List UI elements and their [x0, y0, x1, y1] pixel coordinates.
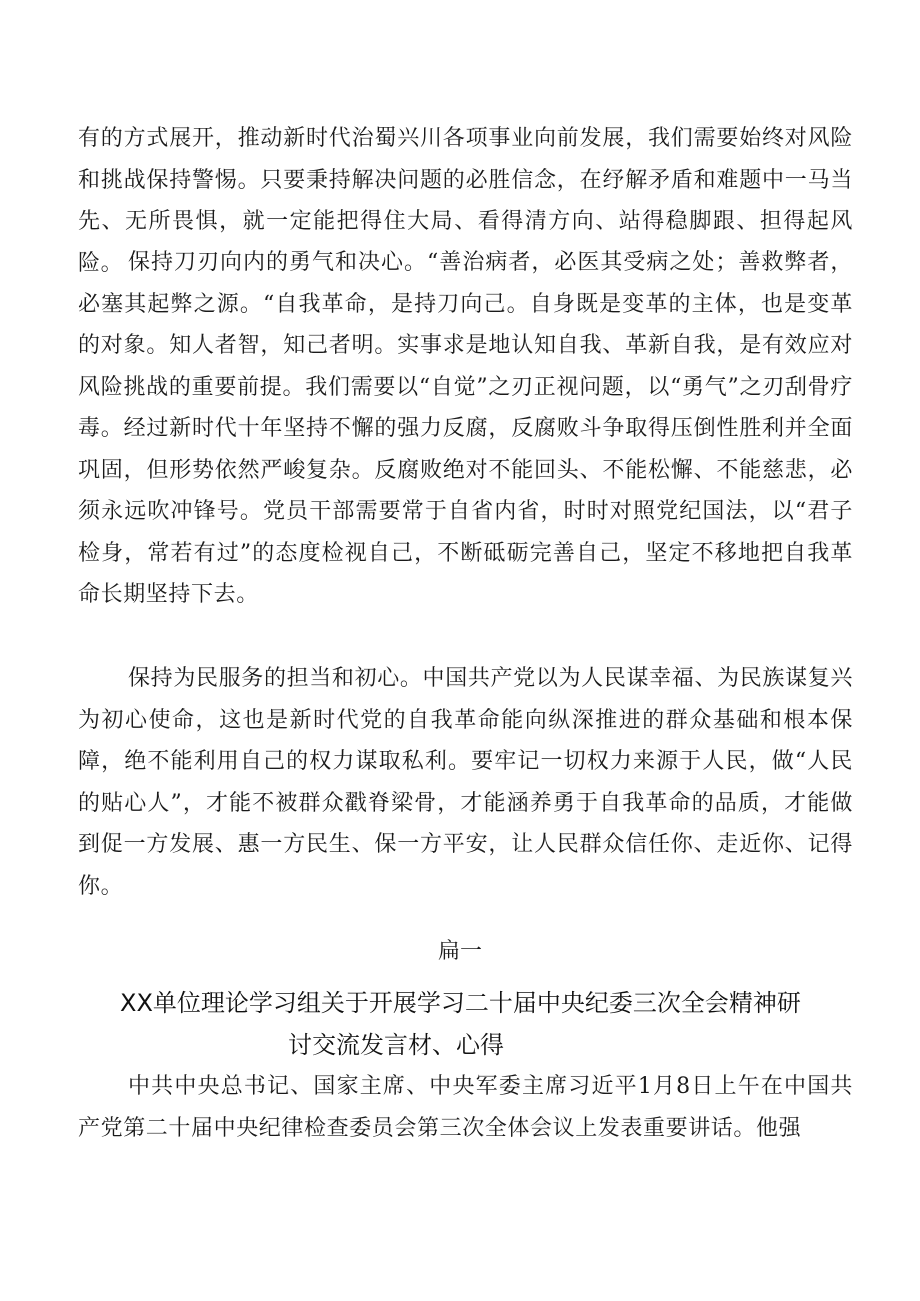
body-paragraph-4: 中共中央总书记、国家主席、中央军委主席习近平1月8日上午在中国共产党第二十届中央纪律检查委员会第三次全体会议上发表重要讲话。他强 [78, 1074, 853, 1141]
section-label: 扁一 [437, 939, 482, 964]
document-title-line-1: XX单位理论学习组关于开展学习二十届中央纪委三次全会精神研 [120, 989, 801, 1017]
body-paragraph-3: 保持为民服务的担当和初心。中国共产党以为人民谋幸福、为民族谋复兴为初心使命，这也是新时代党的自我革命能向纵深推进的群众基础和根本保障，绝不能利用自己的权力谋取私利。要牢记一切权力来源于人民，做“人民的贴心人”，才能不被群众戳脊梁骨，才能涵养勇于自我革命的品质，才能做到促一方发展、惠一方民生、保一方平安，让人民群众信任你、走近你、记得你。 [78, 666, 853, 899]
body-paragraph-1: 有的方式展开，推动新时代治蜀兴川各项事业向前发展，我们需要始终对风险和挑战保持警惕。只要秉持解决问题的必胜信念，在纾解矛盾和难题中一马当先、无所畏惧，就一定能把得住大局、看得清方向、站得稳脚跟、担得起风险。 [78, 126, 853, 276]
document-title-line-2: 讨交流发言材、心得 [288, 1031, 504, 1059]
body-paragraph-2: 保持刀刃向内的勇气和决心。“善治病者，必医其受病之处；善救弊者，必塞其起弊之源。“自我革命，是持刀向己。自身既是变革的主体，也是变革的对象。知人者智，知己者明。实事求是地认知自我、革新自我，是有效应对风险挑战的重要前提。我们需要以“自觉”之刃正视问题，以“勇气”之刃刮骨疗毒。经过新时代十年坚持不懈的强力反腐，反腐败斗争取得压倒性胜利并全面巩固，但形势依然严峻复杂。反腐败绝对不能回头、不能松懈、不能慈悲，必须永远吹冲锋号。党员干部需要常于自省内省，时时对照党纪国法，以“君子检身，常若有过”的态度检视自己，不断砥砺完善自己，坚定不移地把自我革命长期坚持下去。 [78, 250, 853, 607]
document-title [120, 982, 820, 1066]
